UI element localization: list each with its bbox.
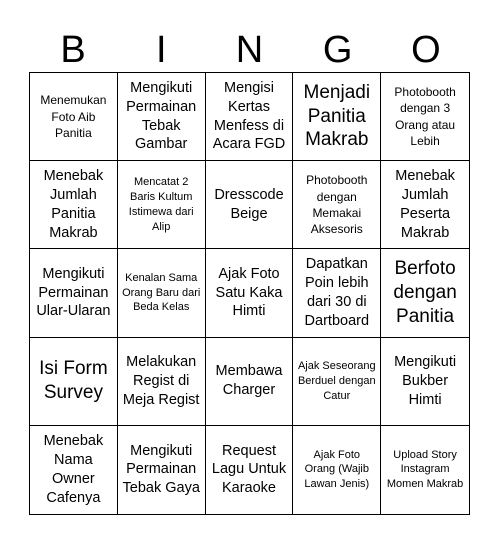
bingo-cell-r4c2[interactable] (118, 338, 206, 426)
cell-text: Mengikuti Permainan Ular-Ularan (36, 265, 111, 320)
bingo-cell-r5c2[interactable] (118, 426, 206, 514)
cell-text: Photobooth dengan Memakai Aksesoris (306, 173, 368, 236)
cell-text: Ajak Seseorang Berduel dengan Catur (297, 359, 376, 402)
bingo-header (29, 28, 470, 72)
cell-text: Ajak Foto Orang (Wajib Lawan Jenis) (304, 448, 370, 491)
bingo-card (29, 72, 470, 515)
cell-text: Kenalan Sama Orang Baru dari Beda Kelas (122, 271, 201, 314)
cell-text: Melakukan Regist di Meja Regist (122, 353, 200, 408)
bingo-cell-r5c5[interactable] (381, 426, 469, 514)
bingo-cell-r4c1[interactable] (30, 338, 118, 426)
bingo-cell-r1c5[interactable] (381, 73, 469, 161)
bingo-cell-r2c4[interactable] (293, 161, 381, 249)
bingo-cell-r4c3[interactable] (206, 338, 294, 426)
cell-text: Request Lagu Untuk Karaoke (211, 442, 287, 497)
bingo-cell-r2c5[interactable] (381, 161, 469, 249)
bingo-cell-r1c4[interactable] (293, 73, 381, 161)
bingo-cell-r5c1[interactable] (30, 426, 118, 514)
cell-text: Menjadi Panitia Makrab (303, 81, 371, 151)
cell-text: Dresscode Beige (214, 186, 284, 222)
bingo-cell-r1c1[interactable] (30, 73, 118, 161)
bingo-cell-r2c2[interactable] (118, 161, 206, 249)
cell-text: Berfoto dengan Panitia (393, 258, 457, 327)
bingo-cell-r3c5[interactable] (381, 249, 469, 337)
cell-text: Mengikuti Permainan Tebak Gambar (126, 79, 197, 153)
cell-text: Mencatat 2 Baris Kultum Istimewa dari Alip (128, 176, 194, 233)
header-letter-g: G (322, 29, 353, 71)
bingo-cell-r3c1[interactable] (30, 249, 118, 337)
cell-text: Mengisi Kertas Menfess di Acara FGD (212, 79, 286, 153)
cell-text: Photobooth dengan 3 Orang atau Lebih (394, 85, 456, 148)
cell-text: Upload Story Instagram Momen Makrab (386, 448, 464, 491)
bingo-cell-r4c5[interactable] (381, 338, 469, 426)
header-letter-o: O (411, 29, 441, 71)
bingo-cell-r3c4[interactable] (293, 249, 381, 337)
cell-text: Dapatkan Poin lebih dari 30 di Dartboard (304, 256, 370, 329)
cell-text: Mengikuti Bukber Himti (394, 353, 457, 408)
bingo-cell-r1c3[interactable] (206, 73, 294, 161)
cell-text: Menemukan Foto Aib Panitia (40, 93, 107, 140)
header-letter-i: I (156, 29, 167, 71)
bingo-cell-r2c3[interactable] (206, 161, 294, 249)
cell-text: Menebak Nama Owner Cafenya (43, 433, 104, 506)
cell-text: Isi Form Survey (39, 358, 108, 404)
cell-text: Menebak Jumlah Peserta Makrab (395, 168, 455, 241)
bingo-cell-r5c3[interactable] (206, 426, 294, 514)
bingo-cell-r4c4[interactable] (293, 338, 381, 426)
cell-text: Ajak Foto Satu Kaka Himti (215, 265, 283, 320)
header-letter-n: N (235, 29, 264, 71)
cell-text: Menebak Jumlah Panitia Makrab (43, 168, 104, 241)
bingo-cell-r3c2[interactable] (118, 249, 206, 337)
header-letter-b: B (60, 29, 86, 71)
bingo-cell-r3c3[interactable] (206, 249, 294, 337)
bingo-cell-r5c4[interactable] (293, 426, 381, 514)
bingo-cell-r2c1[interactable] (30, 161, 118, 249)
bingo-cell-r1c2[interactable] (118, 73, 206, 161)
cell-text: Mengikuti Permainan Tebak Gaya (122, 442, 200, 497)
cell-text: Membawa Charger (215, 363, 283, 399)
